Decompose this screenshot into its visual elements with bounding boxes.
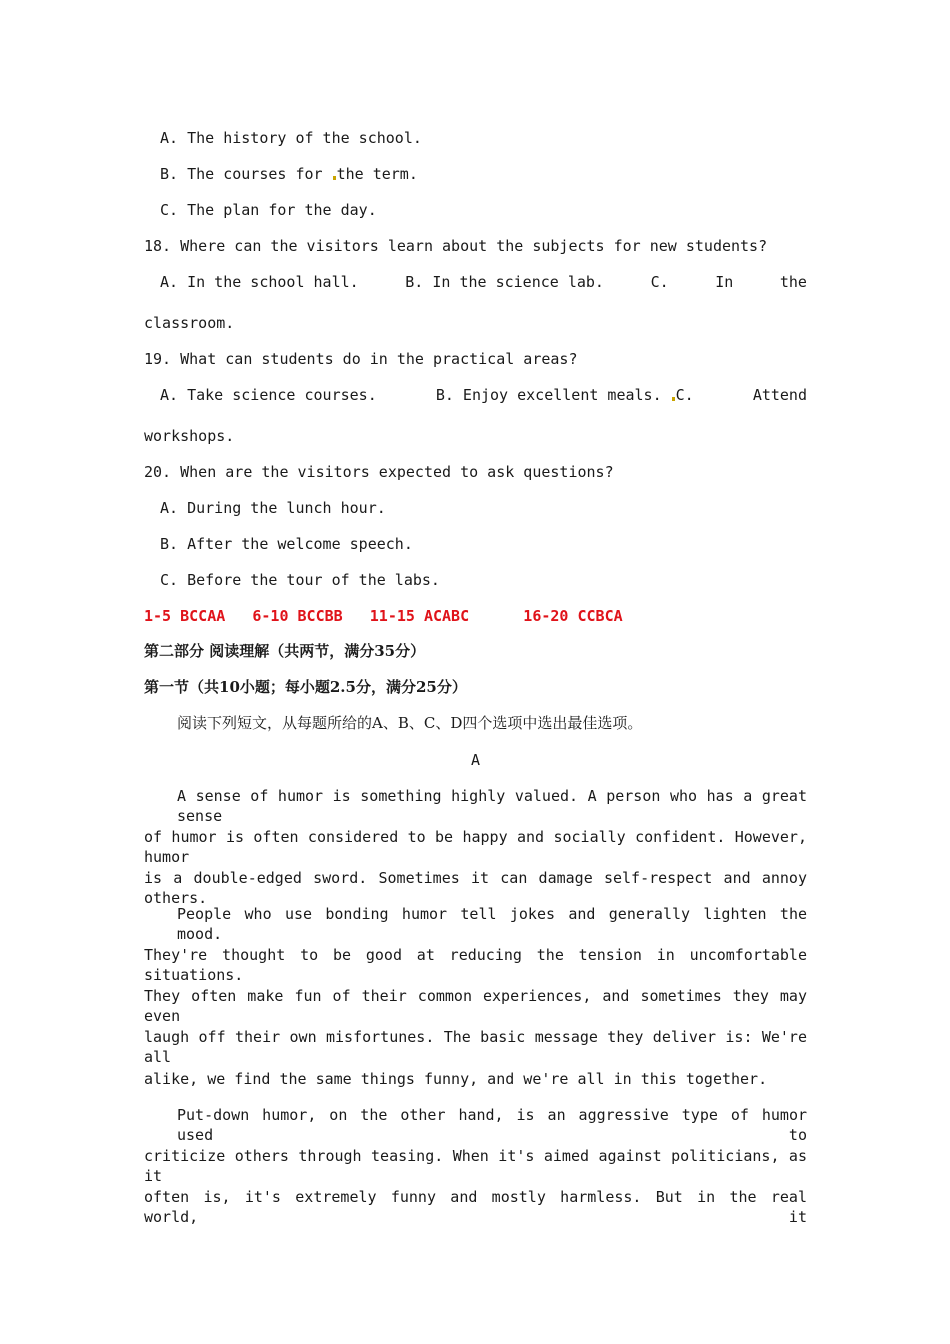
q19-option-a: A. Take science courses. (160, 386, 377, 404)
passage-label: A (470, 751, 481, 769)
passage-line: is a double-edged sword. Sometimes it can damage self-respect and annoy others. (144, 869, 807, 907)
answer-key: 1-5 BCCAA 6-10 BCCBB 11-15 ACABC 16-20 CCBCA (144, 607, 623, 625)
passage-line: Put-down humor, on the other hand, is an aggressive type of humor used to (177, 1106, 807, 1144)
q18-option-c-word1: In (715, 273, 734, 291)
q20-option-c: C. Before the tour of the labs. (160, 571, 440, 589)
q17-option-a: A. The history of the school. (160, 129, 422, 147)
passage-line: A sense of humor is something highly valued. A person who has a great sense (177, 787, 807, 825)
q18-options-row (160, 272, 807, 292)
q19-options-row (160, 385, 807, 405)
q19-option-b (436, 385, 694, 405)
q19-option-c-word: Attend (752, 386, 807, 404)
q18-option-c-label: C. (650, 273, 669, 291)
q18-option-a: A. In the school hall. (160, 273, 359, 291)
q20-option-b: B. After the welcome speech. (160, 535, 413, 553)
q17-option-c: C. The plan for the day. (160, 201, 377, 219)
q19-question: 19. What can students do in the practical areas? (144, 350, 578, 368)
passage-line: criticize others through teasing. When it's aimed against politicians, as it (144, 1147, 807, 1185)
q17-option-b-start: B. The courses for (160, 165, 332, 183)
passage-line: People who use bonding humor tell jokes and generally lighten the mood. (177, 905, 807, 943)
q20-option-a: A. During the lunch hour. (160, 499, 386, 517)
q17-option-b (160, 164, 807, 184)
passage-line: alike, we find the same things funny, and we're all in this together. (144, 1070, 768, 1088)
passage-line: laugh off their own misfortunes. The basic message they deliver is: We're all (144, 1028, 807, 1066)
passage-line: They're thought to be good at reducing the tension in uncomfortable situations. (144, 946, 807, 984)
passage-line: often is, it's extremely funny and mostly harmless. But in the real world, it (144, 1188, 807, 1226)
q19-option-b-text: B. Enjoy excellent meals. (435, 386, 662, 404)
q19-option-c-label: C. (675, 386, 694, 404)
passage-line: of humor is often considered to be happy and socially confident. However, humor (144, 828, 807, 866)
q17-option-b-end: the term. (336, 165, 418, 183)
q18-option-b: B. In the science lab. (405, 273, 604, 291)
instructions: 阅读下列短文，从每题所给的A、B、C、D四个选项中选出最佳选项。 (177, 714, 643, 732)
q18-option-c-word2: the (779, 273, 807, 291)
part2-heading: 第二部分 阅读理解（共两节，满分35分） (144, 642, 426, 660)
q18-option-c-continued: classroom. (144, 314, 235, 332)
q19-option-c-continued: workshops. (144, 427, 235, 445)
q20-question: 20. When are the visitors expected to ask questions? (144, 463, 614, 481)
q18-question: 18. Where can the visitors learn about the subjects for new students? (144, 237, 768, 255)
highlight-mark-icon (333, 176, 336, 180)
passage-line: They often make fun of their common experiences, and sometimes they may even (144, 987, 807, 1025)
highlight-mark-icon (672, 397, 675, 401)
section1-heading: 第一节（共10小题；每小题2.5分，满分25分） (144, 678, 467, 696)
